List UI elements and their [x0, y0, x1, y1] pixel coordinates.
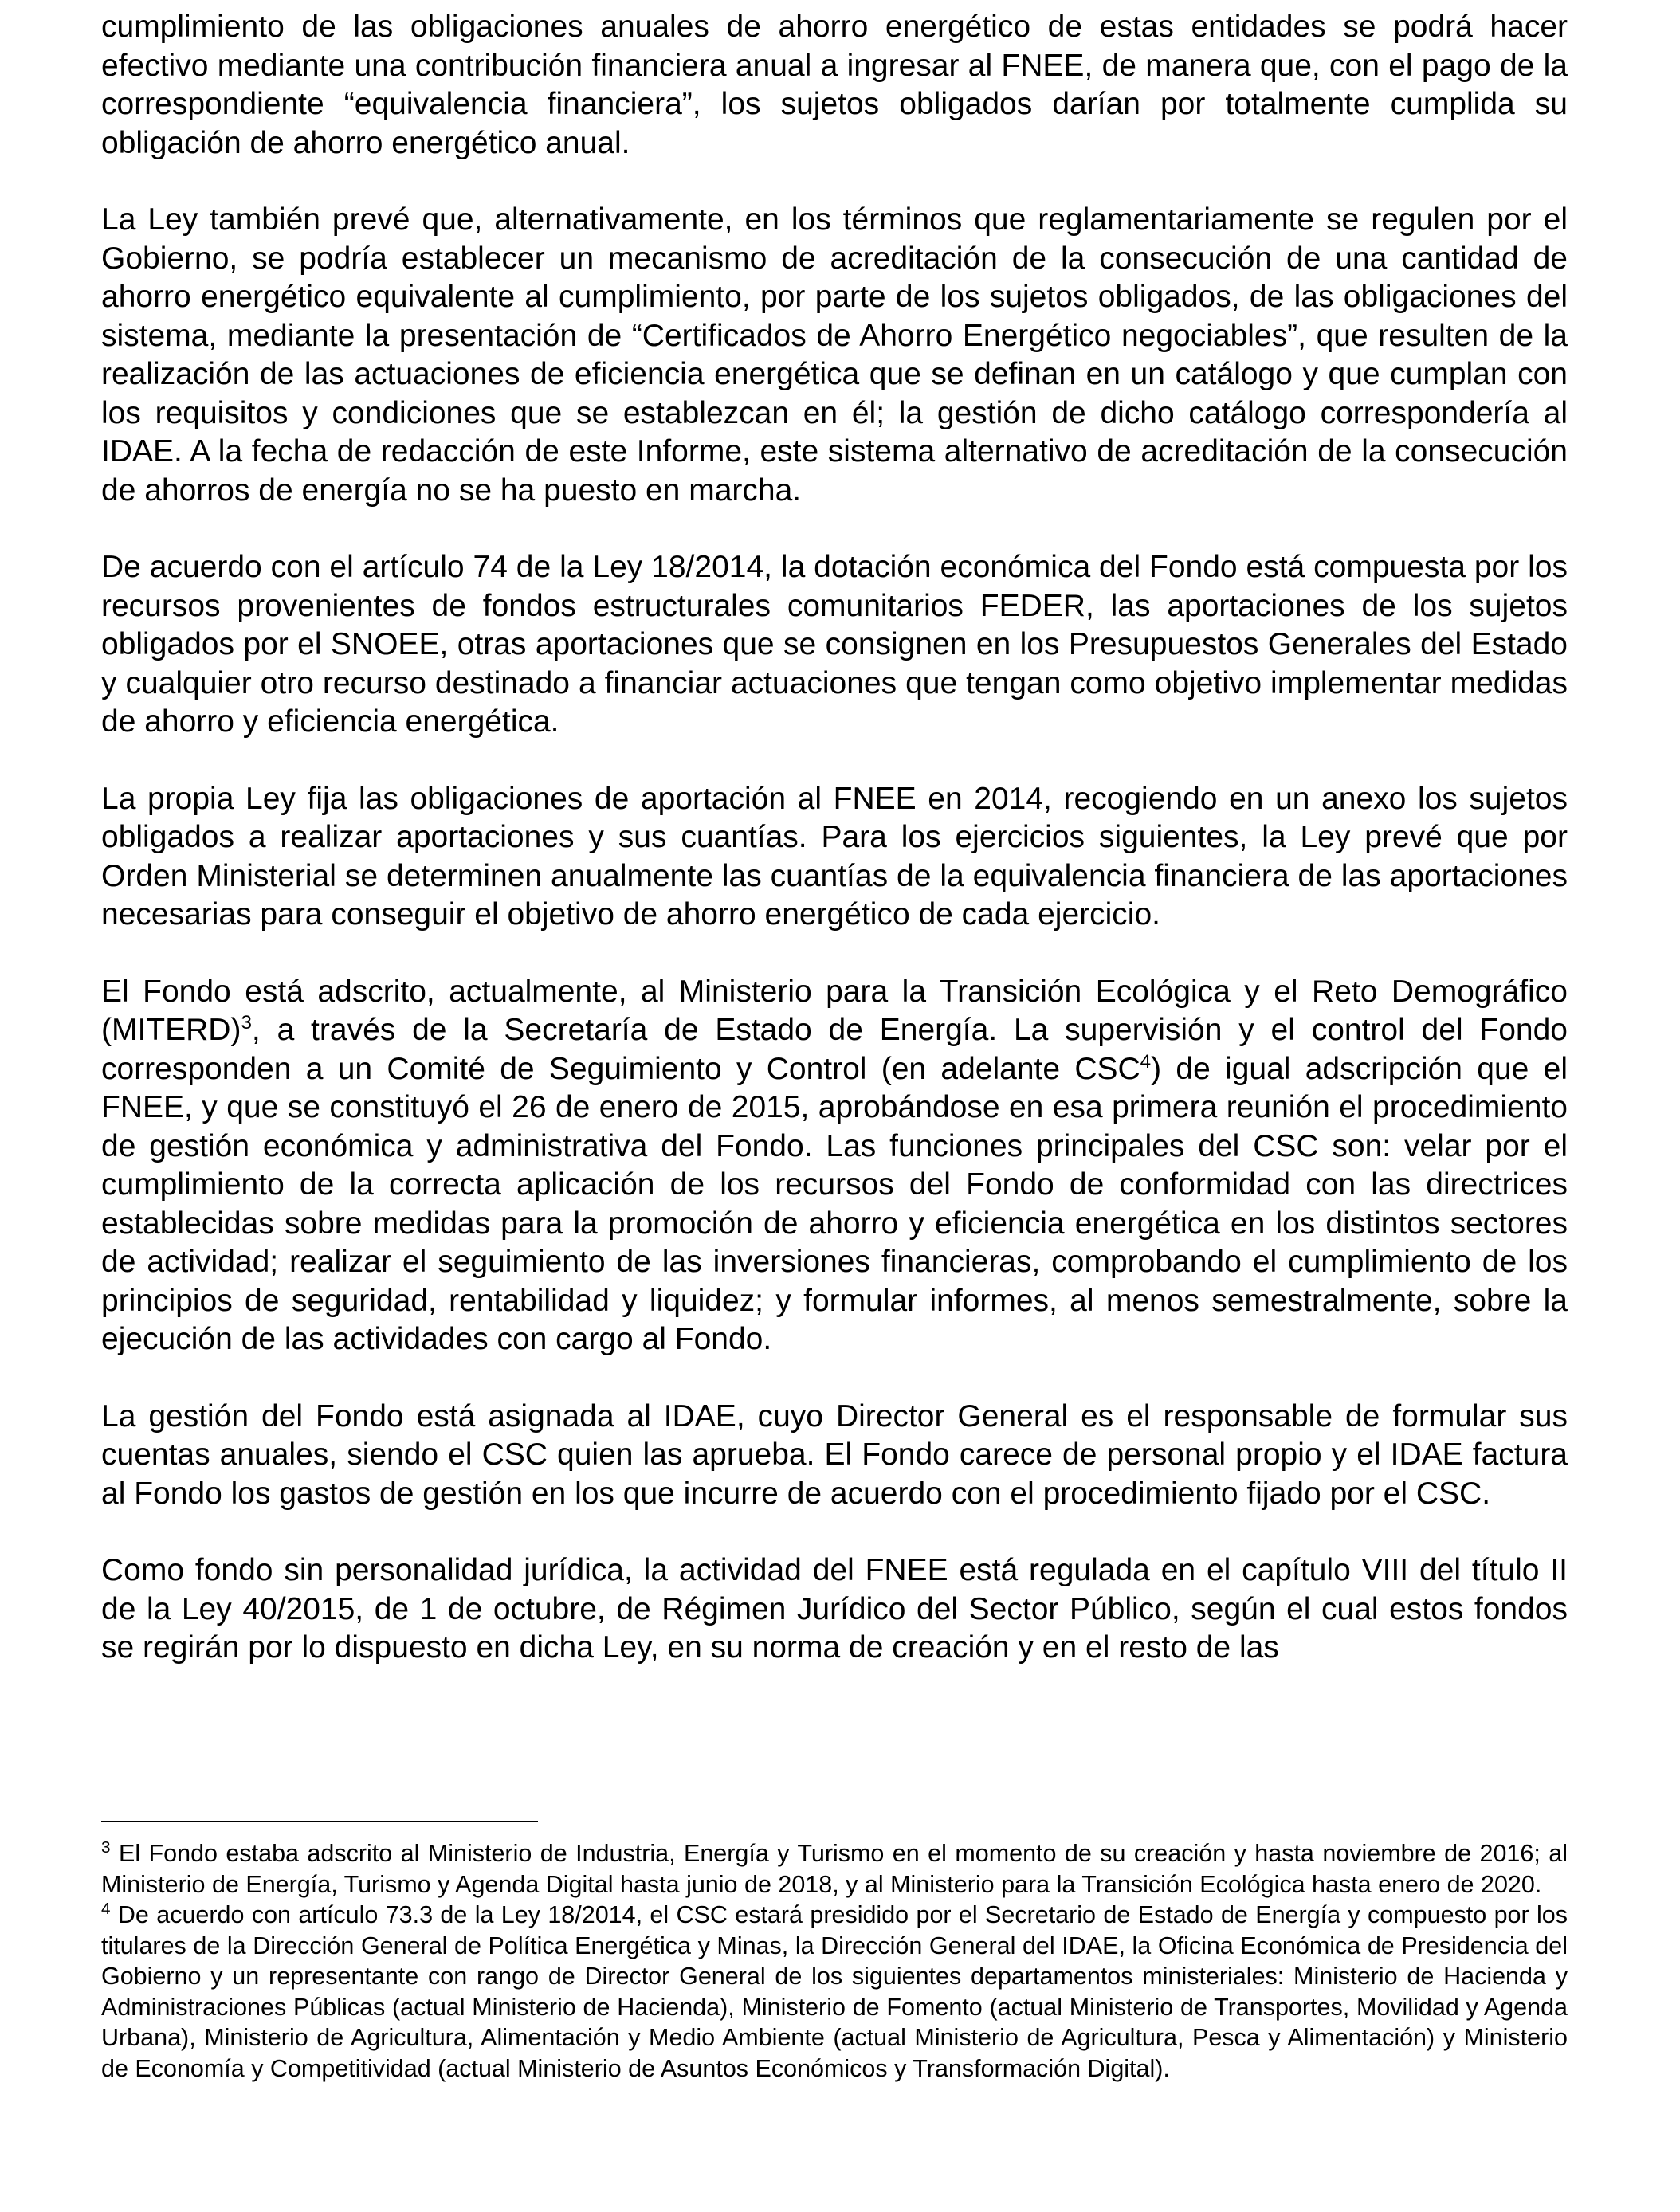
- footnote-text: De acuerdo con artículo 73.3 de la Ley 18/2014, el CSC estará presidido por el Secretario de Estado de Energía y compuesto por los titulares de la Dirección General de Política Energética y Minas, la Dirección General del IDAE, la Oficina Económica de Presidencia del Gobierno y un representante con rango de Director General de los siguientes departamentos ministeriales: Ministerio de Hacienda y Administraciones Públicas (actual Ministerio de Hacienda), Ministerio de Fomento (actual Ministerio de Transportes, Movilidad y Agenda Urbana), Ministerio de Agricultura, Alimentación y Medio Ambiente (actual Ministerio de Agricultura, Pesca y Alimentación) y Ministerio de Economía y Competitividad (actual Ministerio de Asuntos Económicos y Transformación Digital).: [101, 1901, 1568, 2082]
- footnote-item: [101, 1900, 1568, 2084]
- footnote-item: [101, 1838, 1568, 1900]
- footnote-reference[interactable]: 3: [241, 1012, 252, 1033]
- paragraph-dotacion-economica: De acuerdo con el artículo 74 de la Ley 18/2014, la dotación económica del Fondo está compuesta por los recursos provenientes de fondos estructurales comunitarios FEDER, las aportaciones de los sujetos obligados por el SNOEE, otras aportaciones que se consignen en los Presupuestos Generales del Estado y cualquier otro recurso destinado a financiar actuaciones que tengan como objetivo implementar medidas de ahorro y eficiencia energética.: [101, 550, 1568, 739]
- paragraph-equivalencia-financiera: cumplimiento de las obligaciones anuales de ahorro energético de estas entidades se podrá hacer efectivo mediante una contribución financiera anual a ingresar al FNEE, de manera que, con el pago de la correspondiente “equivalencia financiera”, los sujetos obligados darían por totalmente cumplida su obligación de ahorro energético anual.: [101, 10, 1568, 160]
- paragraph-certificados-ahorro: La Ley también prevé que, alternativamente, en los términos que reglamentariamente se regulen por el Gobierno, se podría establecer un mecanismo de acreditación de la consecución de una cantidad de ahorro energético equivalente al cumplimiento, por parte de los sujetos obligados, de las obligaciones del sistema, mediante la presentación de “Certificados de Ahorro Energético negociables”, que resulten de la realización de las actuaciones de eficiencia energética que se definan en un catálogo y que cumplan con los requisitos y condiciones que se establezcan en él; la gestión de dicho catálogo correspondería al IDAE. A la fecha de redacción de este Informe, este sistema alternativo de acreditación de la consecución de ahorros de energía no se ha puesto en marcha.: [101, 202, 1568, 508]
- paragraph-regimen-juridico: Como fondo sin personalidad jurídica, la actividad del FNEE está regulada en el capítulo VIII del título II de la Ley 40/2015, de 1 de octubre, de Régimen Jurídico del Sector Público, según el cual estos fondos se regirán por lo dispuesto en dicha Ley, en su norma de creación y en el resto de las: [101, 1553, 1568, 1665]
- paragraph-text-segment: , a través de la Secretaría de Estado de Energía. La supervisión y el control del Fondo corresponden a un Comité de Seguimiento y Control (en adelante CSC: [101, 1013, 1568, 1086]
- footnote-reference[interactable]: 4: [1140, 1050, 1152, 1073]
- footnote-number: 4: [101, 1899, 111, 1918]
- footnote-number: 3: [101, 1837, 111, 1857]
- footnotes: [101, 1838, 1568, 2084]
- paragraph-gestion-fondo: La gestión del Fondo está asignada al IDAE, cuyo Director General es el responsable de formular sus cuentas anuales, siendo el CSC quien las aprueba. El Fondo carece de personal propio y el IDAE factura al Fondo los gastos de gestión en los que incurre de acuerdo con el procedimiento fijado por el CSC.: [101, 1398, 1568, 1511]
- paragraph-text-segment: El Fondo está adscrito, actualmente, al Ministerio para la Transición Ecológica y el Reto Demográfico (MITERD): [101, 974, 1568, 1047]
- paragraph-text-segment: ) de igual adscripción que el FNEE, y que se constituyó el 26 de enero de 2015, aprobándose en esa primera reunión el procedimiento de gestión económica y administrativa del Fondo. Las funciones principales del CSC son: velar por el cumplimiento de la correcta aplicación de los recursos del Fondo de conformidad con las directrices establecidas sobre medidas para la promoción de ahorro y eficiencia energética en los distintos sectores de actividad; realizar el seguimiento de las inversiones financieras, comprobando el cumplimiento de los principios de seguridad, rentabilidad y liquidez; y formular informes, al menos semestralmente, sobre la ejecución de las actividades con cargo al Fondo.: [101, 1051, 1568, 1356]
- footnote-text: El Fondo estaba adscrito al Ministerio de Industria, Energía y Turismo en el momento de su creación y hasta noviembre de 2016; al Ministerio de Energía, Turismo y Agenda Digital hasta junio de 2018, y al Ministerio para la Transición Ecológica hasta enero de 2020.: [101, 1840, 1568, 1898]
- paragraph-obligaciones-aportacion: La propia Ley fija las obligaciones de aportación al FNEE en 2014, recogiendo en un anexo los sujetos obligados a realizar aportaciones y sus cuantías. Para los ejercicios siguientes, la Ley prevé que por Orden Ministerial se determinen anualmente las cuantías de la equivalencia financiera de las aportaciones necesarias para conseguir el objetivo de ahorro energético de cada ejercicio.: [101, 781, 1568, 931]
- paragraph-adscripcion-fondo: [101, 973, 1568, 1359]
- document-body: [101, 0, 1568, 1668]
- footnote-separator: [101, 1821, 538, 1822]
